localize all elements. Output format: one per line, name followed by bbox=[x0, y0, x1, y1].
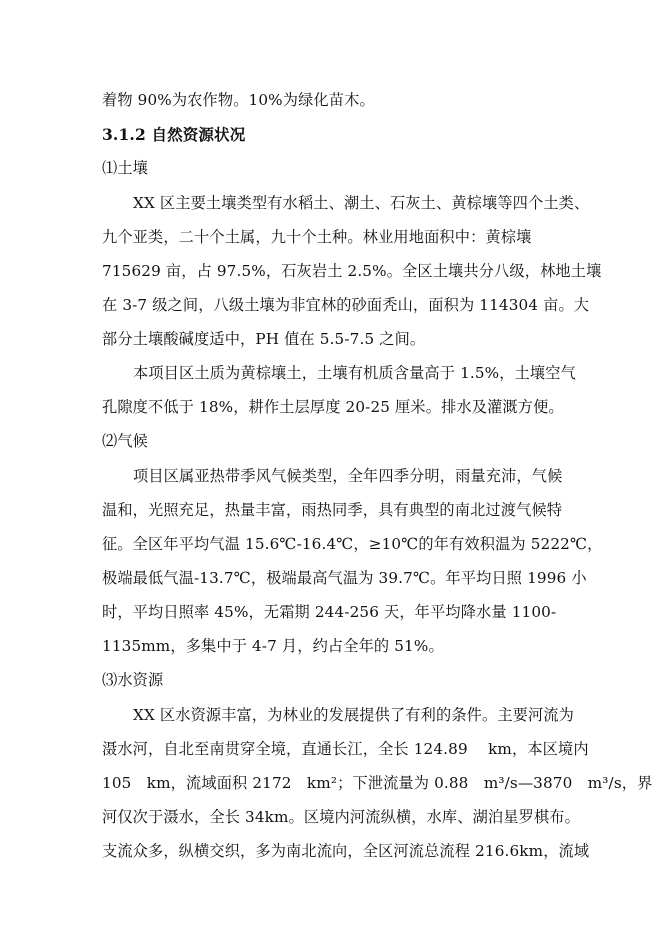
water-paragraph-line-4: 河仅次于滠水，全长 34km。区境内河流纵横，水库、湖泊星罗棋布。 bbox=[102, 808, 580, 826]
text-line-continuation: 着物 90%为农作物。10%为绿化苗木。 bbox=[102, 91, 375, 109]
project-soil-line-1: 本项目区土质为黄棕壤土，土壤有机质含量高于 1.5%，土壤空气 bbox=[133, 364, 576, 382]
water-paragraph-line-2: 滠水河，自北至南贯穿全境，直通长江，全长 124.89 km，本区境内 bbox=[102, 740, 589, 758]
climate-paragraph-line-1: 项目区属亚热带季风气候类型，全年四季分明，雨量充沛，气候 bbox=[133, 467, 563, 485]
soil-paragraph-line-4: 在 3-7 级之间，八级土壤为非宜林的砂面秃山，面积为 114304 亩。大 bbox=[102, 296, 590, 314]
climate-paragraph-line-2: 温和，光照充足，热量丰富，雨热同季，具有典型的南北过渡气候特 bbox=[102, 501, 563, 519]
soil-paragraph-line-3: 715629 亩，占 97.5%，石灰岩土 2.5%。全区土壤共分八级，林地土壤 bbox=[102, 262, 602, 280]
subsection-climate-title: ⑵气候 bbox=[102, 432, 149, 450]
section-heading-natural-resources: 3.1.2 自然资源状况 bbox=[102, 125, 246, 144]
subsection-soil-title: ⑴土壤 bbox=[102, 159, 149, 177]
water-paragraph-line-1: XX 区水资源丰富，为林业的发展提供了有利的条件。主要河流为 bbox=[133, 706, 575, 724]
soil-paragraph-line-5: 部分土壤酸碱度适中，PH 值在 5.5-7.5 之间。 bbox=[102, 330, 426, 348]
climate-paragraph-line-3: 征。全区年平均气温 15.6℃-16.4℃，≥10℃的年有效积温为 5222℃， bbox=[102, 535, 603, 553]
subsection-water-title: ⑶水资源 bbox=[102, 671, 164, 689]
soil-paragraph-line-2: 九个亚类，二十个土属，九十个土种。林业用地面积中：黄棕壤 bbox=[102, 228, 532, 246]
water-paragraph-line-3: 105 km，流域面积 2172 km²；下泄流量为 0.88 m³/s—3870 m³/s，界 bbox=[102, 774, 653, 792]
climate-paragraph-line-5: 时，平均日照率 45%，无霜期 244-256 天，年平均降水量 1100- bbox=[102, 603, 557, 621]
climate-paragraph-line-6: 1135mm，多集中于 4-7 月，约占全年的 51%。 bbox=[102, 637, 444, 655]
water-paragraph-line-5: 支流众多，纵横交织，多为南北流向，全区河流总流程 216.6km，流域 bbox=[102, 842, 590, 860]
soil-paragraph-line-1: XX 区主要土壤类型有水稻土、潮土、石灰土、黄棕壤等四个土类、 bbox=[133, 194, 590, 212]
climate-paragraph-line-4: 极端最低气温-13.7℃，极端最高气温为 39.7℃。年平均日照 1996 小 bbox=[102, 569, 587, 587]
project-soil-line-2: 孔隙度不低于 18%，耕作土层厚度 20-25 厘米。排水及灌溉方便。 bbox=[102, 398, 564, 416]
